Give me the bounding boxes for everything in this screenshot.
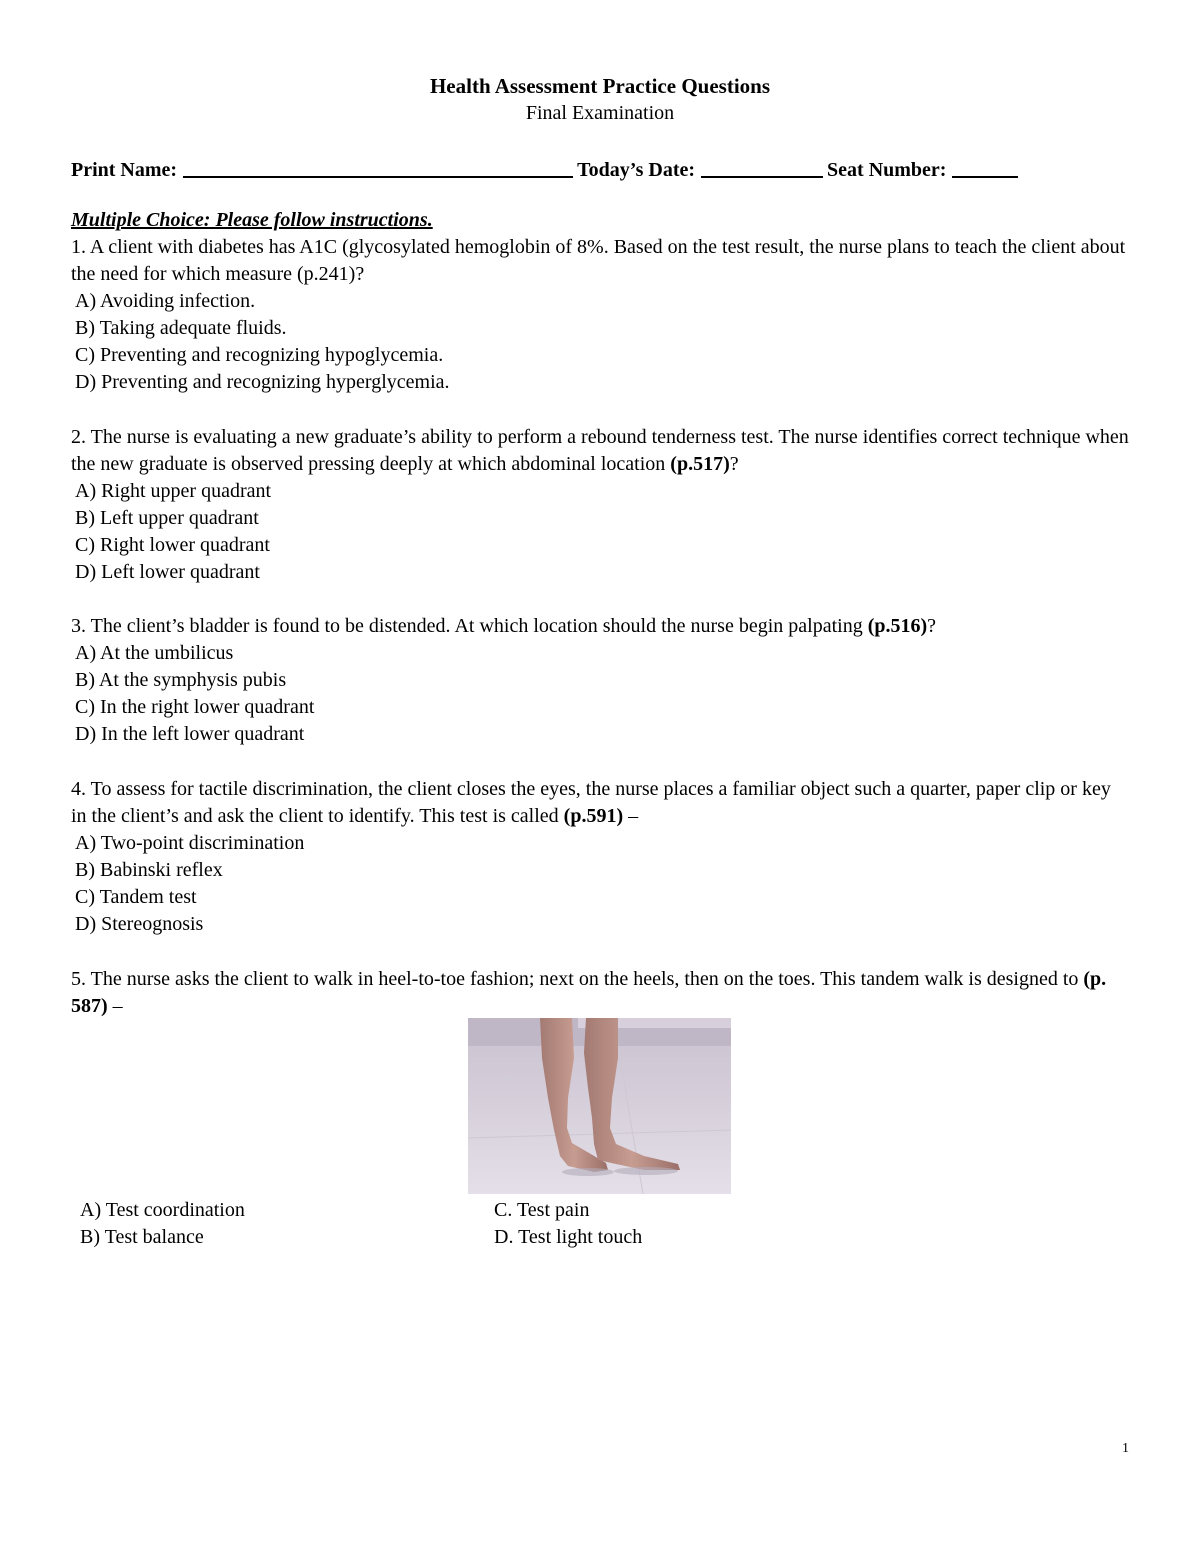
answer-choice[interactable]: C) Tandem test: [75, 886, 197, 908]
answer-choice[interactable]: D. Test light touch: [494, 1226, 643, 1248]
question-3: [71, 613, 1131, 748]
question-1: [71, 234, 1131, 396]
question-4: [71, 776, 1131, 938]
question-stem-end: –: [107, 995, 123, 1017]
answer-choice[interactable]: A) Right upper quadrant: [75, 480, 272, 502]
document-title: Health Assessment Practice Questions: [429, 74, 771, 98]
question-stem-end: ?: [729, 453, 739, 475]
question-stem: 1. A client with diabetes has A1C (glycosylated hemoglobin of 8%. Based on the test result, the nurse plans to teach the client about the need for which measure (p.241)?: [71, 236, 1126, 285]
answer-choice[interactable]: D) Left lower quadrant: [75, 561, 260, 583]
print-name-blank[interactable]: [183, 156, 573, 178]
answer-choice[interactable]: C) Right lower quadrant: [75, 534, 270, 556]
question-stem-end: ?: [927, 615, 937, 637]
question-stem: [71, 613, 1131, 640]
question-2: [71, 424, 1131, 586]
question-5: [71, 966, 1131, 1020]
tandem-walk-photo: [468, 1018, 731, 1194]
page-reference: (p.591): [563, 805, 624, 827]
question-stem: [71, 776, 1131, 830]
question-stem-text: 4. To assess for tactile discrimination, the client closes the eyes, the nurse places a familiar object such a quarter, paper clip or key in the client’s and ask the client to identify. This test is called: [71, 778, 1111, 827]
answer-choice[interactable]: D) Stereognosis: [75, 913, 204, 935]
answer-choice[interactable]: D) Preventing and recognizing hyperglycemia.: [75, 371, 450, 393]
answer-choice[interactable]: B) Left upper quadrant: [75, 507, 259, 529]
page-reference: (p.517): [670, 453, 730, 475]
page-reference: (p. 587): [71, 968, 1107, 1017]
section-heading: Multiple Choice: Please follow instructions.: [71, 209, 433, 231]
question-stem: [71, 424, 1131, 478]
print-name-label: Print Name:: [71, 159, 178, 181]
question-stem-text: 5. The nurse asks the client to walk in heel-to-toe fashion; next on the heels, then on the toes. This tandem walk is designed to: [71, 968, 1079, 990]
answer-choice[interactable]: B) Taking adequate fluids.: [75, 317, 287, 339]
answer-choice[interactable]: A) Two-point discrimination: [75, 832, 305, 854]
answer-choice[interactable]: C) In the right lower quadrant: [75, 696, 315, 718]
answer-choice[interactable]: A) At the umbilicus: [75, 642, 234, 664]
answer-choice[interactable]: A) Avoiding infection.: [75, 290, 256, 312]
student-info-fields: [71, 154, 1131, 183]
answer-choice[interactable]: B) At the symphysis pubis: [75, 669, 287, 691]
answer-choice[interactable]: C) Preventing and recognizing hypoglycemia.: [75, 344, 444, 366]
seat-number-blank[interactable]: [952, 156, 1018, 178]
answer-choice[interactable]: D) In the left lower quadrant: [75, 723, 305, 745]
question-stem: [71, 966, 1131, 1020]
todays-date-label: Today’s Date:: [577, 159, 696, 181]
todays-date-blank[interactable]: [701, 156, 823, 178]
answer-choice[interactable]: B) Babinski reflex: [75, 859, 223, 881]
page-number: 1: [1122, 1441, 1129, 1456]
page-reference: (p.516): [867, 615, 928, 637]
question-stem-text: 2. The nurse is evaluating a new graduate’s ability to perform a rebound tenderness test. The nurse identifies correct technique when the new graduate is observed pressing deeply at which abdominal location: [71, 426, 1129, 475]
question-stem-text: 3. The client’s bladder is found to be distended. At which location should the nurse begin palpating: [71, 615, 863, 637]
seat-number-label: Seat Number:: [827, 159, 947, 181]
document-subtitle: Final Examination: [525, 102, 675, 124]
answer-choice[interactable]: C. Test pain: [494, 1199, 590, 1221]
answer-choice[interactable]: A) Test coordination: [80, 1199, 245, 1221]
answer-choice[interactable]: B) Test balance: [80, 1226, 204, 1248]
question-stem-end: –: [623, 805, 639, 827]
